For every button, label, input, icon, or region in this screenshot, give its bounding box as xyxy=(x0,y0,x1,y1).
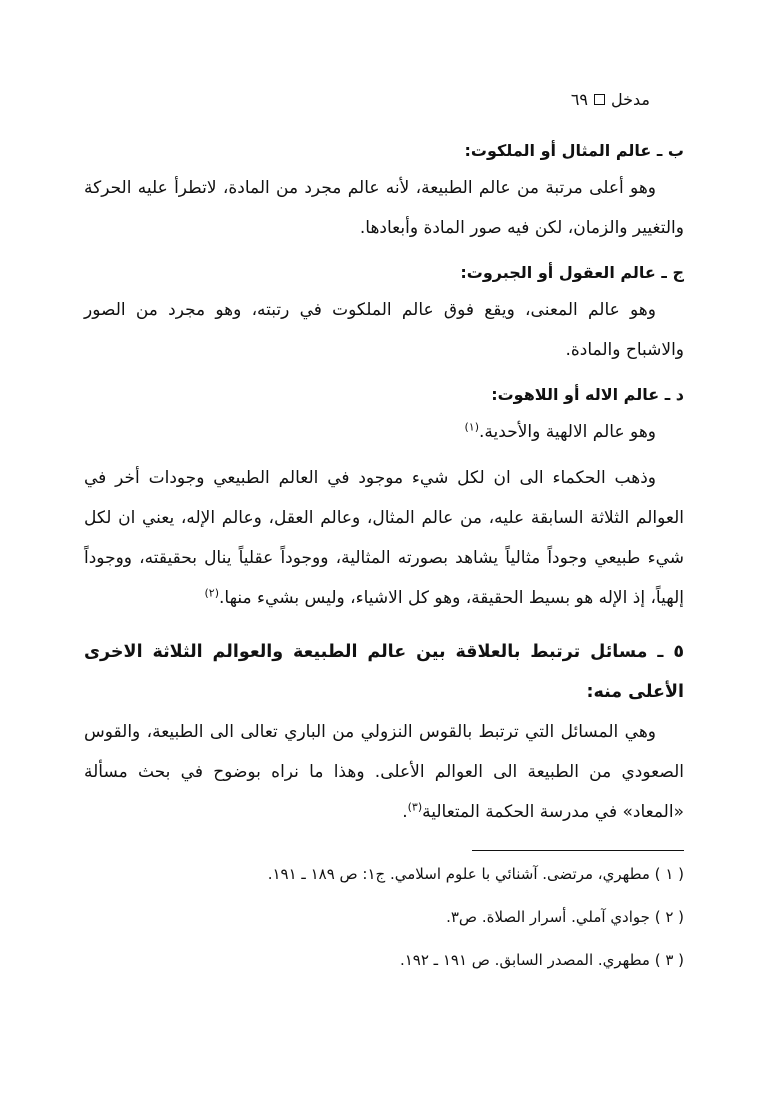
section-5-heading: ٥ ـ مسائل ترتبط بالعلاقة بين عالم الطبيعة والعوالم الثلاثة الاخرى الأعلى منه: xyxy=(84,642,684,702)
footnote-ref: (١) xyxy=(464,420,480,434)
paragraph-text: وذهب الحكماء الى ان لكل شيء موجود في العالم الطبيعي وجودات أخر في العوالم الثلاثة السابقة عليه، من عالم المثال، وعالم العقل، وعالم الإله، يعني ان لكل شيء طبيعي وجوداً مثالياً يشاهد بصورته المثالية، ووجوداً عقلياً ينال بحقيقته، ووجوداً إلهياً، إذ الإله هو بسيط الحقيقة، وهو كل الاشياء، وليس بشيء منها. xyxy=(84,468,684,608)
footnote-divider xyxy=(472,850,684,851)
section-heading: ج ـ عالم العقول أو الجبروت: xyxy=(460,263,684,282)
section-paragraph: وهو عالم المعنى، ويقع فوق عالم الملكوت في رتبته، وهو مجرد من الصور والاشباح والمادة. xyxy=(84,300,684,360)
square-separator-icon xyxy=(594,94,605,105)
footnote-ref: (٢) xyxy=(204,586,219,600)
section-paragraph: وهو أعلى مرتبة من عالم الطبيعة، لأنه عالم مجرد من المادة، لاتطرأ عليه الحركة والتغيير والزمان، لكن فيه صور المادة وأبعادها. xyxy=(84,178,684,238)
section-d xyxy=(84,384,684,452)
section-heading: ب ـ عالم المثال أو الملكوت: xyxy=(464,141,684,160)
page-header xyxy=(571,90,650,109)
main-paragraph xyxy=(84,458,684,618)
page-number: ٦٩ xyxy=(570,90,589,109)
section-b xyxy=(84,140,684,248)
main-text xyxy=(84,140,684,832)
footnote-item: ( ٢ ) جوادي آملي. أسرار الصلاة. ص٣. xyxy=(446,908,684,926)
paragraph-text: وهي المسائل التي ترتبط بالقوس النزولي من الباري تعالى الى الطبيعة، والقوس الصعودي من الطبيعة الى العوالم الأعلى. وهذا ما نراه بوضوح في بحث مسألة «المعاد» في مدرسة الحكمة المتعالية xyxy=(84,722,684,822)
footnotes xyxy=(84,850,684,992)
section-5-paragraph xyxy=(84,712,684,832)
footnote-ref: (٣) xyxy=(407,800,423,814)
footnote-item: ( ٣ ) مطهري. المصدر السابق. ص ١٩١ ـ ١٩٢. xyxy=(399,951,684,969)
section-paragraph xyxy=(84,412,684,452)
section-j xyxy=(84,262,684,370)
footnote-item: ( ١ ) مطهري، مرتضى. آشنائي با علوم اسلامي. ج١: ص ١٨٩ ـ ١٩١. xyxy=(267,865,684,883)
section-heading: د ـ عالم الاله أو اللاهوت: xyxy=(491,385,684,404)
paragraph-text: وهو عالم الالهية والأحدية. xyxy=(479,422,656,442)
section-title: مدخل xyxy=(611,90,650,109)
paragraph-end: . xyxy=(402,802,408,822)
